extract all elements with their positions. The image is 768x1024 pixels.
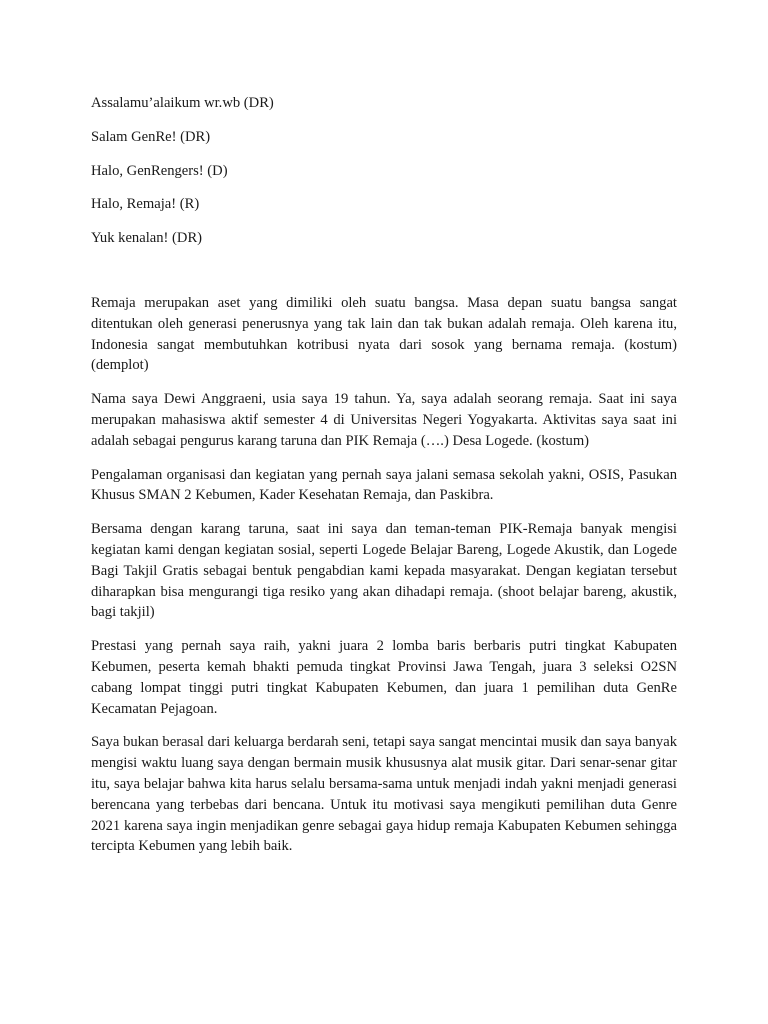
document-body	[91, 93, 677, 870]
greeting-line: Halo, GenRengers! (D)	[91, 162, 228, 179]
body-paragraph: Nama saya Dewi Anggraeni, usia saya 19 tahun. Ya, saya adalah seorang remaja. Saat ini saya merupakan mahasiswa aktif semester 4 di Universitas Negeri Yogyakarta. Aktivitas saya saat ini adalah sebagai pengurus karang taruna dan PIK Remaja (….) Desa Logede. (kostum)	[91, 391, 677, 449]
body-paragraph: Saya bukan berasal dari keluarga berdarah seni, tetapi saya sangat mencintai musik dan saya banyak mengisi waktu luang saya dengan bermain musik khususnya alat musik gitar. Dari senar-senar gitar itu, saya belajar bahwa kita harus selalu bersama-sama untuk menjadi indah yakni menjadi generasi berencana yang terbebas dari bencana. Untuk itu motivasi saya mengikuti pemilihan duta Genre 2021 karena saya ingin menjadikan genre sebagai gaya hidup remaja Kabupaten Kebumen sehingga tercipta Kebumen yang lebih baik.	[91, 734, 677, 855]
body-paragraph: Pengalaman organisasi dan kegiatan yang pernah saya jalani semasa sekolah yakni, OSIS, Pasukan Khusus SMAN 2 Kebumen, Kader Kesehatan Remaja, dan Paskibra.	[91, 466, 677, 504]
greeting-line: Yuk kenalan! (DR)	[91, 230, 203, 247]
body-paragraph: Remaja merupakan aset yang dimiliki oleh suatu bangsa. Masa depan suatu bangsa sangat ditentukan oleh generasi penerusnya yang tak lain dan tak bukan adalah remaja. Oleh karena itu, Indonesia sangat membutuhkan kotribusi nyata dari sosok yang bernama remaja. (kostum) (demplot)	[91, 294, 677, 374]
greeting-line: Halo, Remaja! (R)	[91, 196, 200, 213]
greeting-line: Assalamu’alaikum wr.wb (DR)	[91, 95, 274, 111]
body-paragraph: Prestasi yang pernah saya raih, yakni juara 2 lomba baris berbaris putri tingkat Kabupaten Kebumen, peserta kemah bhakti pemuda tingkat Provinsi Jawa Tengah, juara 3 seleksi O2SN cabang lompat tinggi putri tingkat Kabupaten Kebumen, dan juara 1 pemilihan duta GenRe Kecamatan Pejagoan.	[91, 638, 677, 717]
greeting-line: Salam GenRe! (DR)	[91, 128, 211, 145]
body-paragraph: Bersama dengan karang taruna, saat ini saya dan teman-teman PIK-Remaja banyak mengisi kegiatan kami dengan kegiatan sosial, seperti Logede Belajar Bareng, Logede Akustik, dan Logede Bagi Takjil Gratis sebagai bentuk pengabdian kami kepada masyarakat. Dengan kegiatan tersebut diharapkan bisa mengurangi tiga resiko yang akan dihadapi remaja. (shoot belajar bareng, akustik, bagi takjil)	[91, 521, 677, 621]
